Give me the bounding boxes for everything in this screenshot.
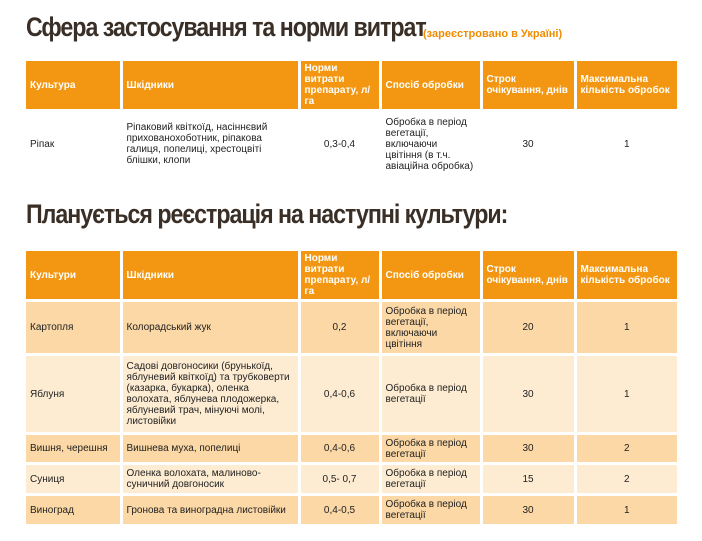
cell-max: 1	[575, 355, 677, 434]
cell-culture: Яблуня	[26, 355, 121, 434]
table-row	[26, 495, 677, 526]
col-header-method: Спосіб обробки	[380, 61, 481, 111]
registration-note: (зареєстровано в Україні)	[423, 28, 563, 40]
cell-pests: Оленка волохата, малиново-суничний довгоносик	[121, 464, 299, 495]
planned-table	[26, 251, 677, 527]
cell-max: 1	[575, 301, 677, 355]
table-row	[26, 434, 677, 464]
table-header-row	[26, 61, 677, 111]
cell-waiting: 30	[481, 111, 575, 178]
cell-pests: Вишнева муха, попелиці	[121, 434, 299, 464]
cell-rate: 0,2	[299, 301, 380, 355]
col-header-waiting: Строк очікування, днів	[481, 61, 575, 111]
col-header-waiting: Строк очікування, днів	[481, 251, 575, 301]
cell-rate: 0,3-0,4	[299, 111, 380, 178]
cell-culture: Суниця	[26, 464, 121, 495]
section-2-title: Планується реєстрація на наступні культури:	[26, 199, 508, 229]
table-header-row	[26, 251, 677, 301]
cell-pests: Ріпаковий квіткоїд, насіннєвий прихованохоботник, ріпакова галиця, попелиці, хрестоцвіті блішки, клопи	[121, 111, 299, 178]
table-row	[26, 464, 677, 495]
table-row	[26, 355, 677, 434]
cell-rate: 0,4-0,6	[299, 355, 380, 434]
cell-max: 2	[575, 434, 677, 464]
cell-culture: Вишня, черешня	[26, 434, 121, 464]
cell-waiting: 30	[481, 355, 575, 434]
col-header-rate: Норми витрати препарату, л/га	[299, 251, 380, 301]
cell-rate: 0,4-0,6	[299, 434, 380, 464]
cell-method: Обробка в період вегетації	[380, 464, 481, 495]
section-1-title: Сфера застосування та норми витрат	[26, 12, 426, 42]
col-header-pests: Шкідники	[121, 61, 299, 111]
table-row	[26, 111, 677, 178]
cell-method: Обробка в період вегетації	[380, 434, 481, 464]
cell-max: 1	[575, 495, 677, 526]
cell-rate: 0,5- 0,7	[299, 464, 380, 495]
cell-culture: Виноград	[26, 495, 121, 526]
usage-table	[26, 61, 677, 179]
cell-waiting: 30	[481, 495, 575, 526]
col-header-culture: Культура	[26, 61, 121, 111]
cell-max: 2	[575, 464, 677, 495]
cell-method: Обробка в період вегетації	[380, 495, 481, 526]
col-header-max: Максимальна кількість обробок	[575, 61, 677, 111]
cell-culture: Ріпак	[26, 111, 121, 178]
cell-pests: Гронова та виноградна листовійки	[121, 495, 299, 526]
col-header-pests: Шкідники	[121, 251, 299, 301]
col-header-culture: Культури	[26, 251, 121, 301]
cell-rate: 0,4-0,5	[299, 495, 380, 526]
cell-culture: Картопля	[26, 301, 121, 355]
cell-waiting: 20	[481, 301, 575, 355]
cell-pests: Колорадський жук	[121, 301, 299, 355]
table-row	[26, 301, 677, 355]
col-header-method: Спосіб обробки	[380, 251, 481, 301]
col-header-rate: Норми витрати препарату, л/га	[299, 61, 380, 111]
cell-method: Обробка в період вегетації, включаючи цвітіння (в т.ч. авіаційна обробка)	[380, 111, 481, 178]
cell-method: Обробка в період вегетації, включаючи цвітіння	[380, 301, 481, 355]
cell-waiting: 30	[481, 434, 575, 464]
cell-method: Обробка в період вегетації	[380, 355, 481, 434]
col-header-max: Максимальна кількість обробок	[575, 251, 677, 301]
cell-waiting: 15	[481, 464, 575, 495]
cell-max: 1	[575, 111, 677, 178]
cell-pests: Садові довгоносики (брунькоїд, яблуневий квіткоїд) та трубковерти (казарка, букарка), оленка волохата, яблунева плодожерка, яблуневий трач, мінуючі молі, листовійки	[121, 355, 299, 434]
